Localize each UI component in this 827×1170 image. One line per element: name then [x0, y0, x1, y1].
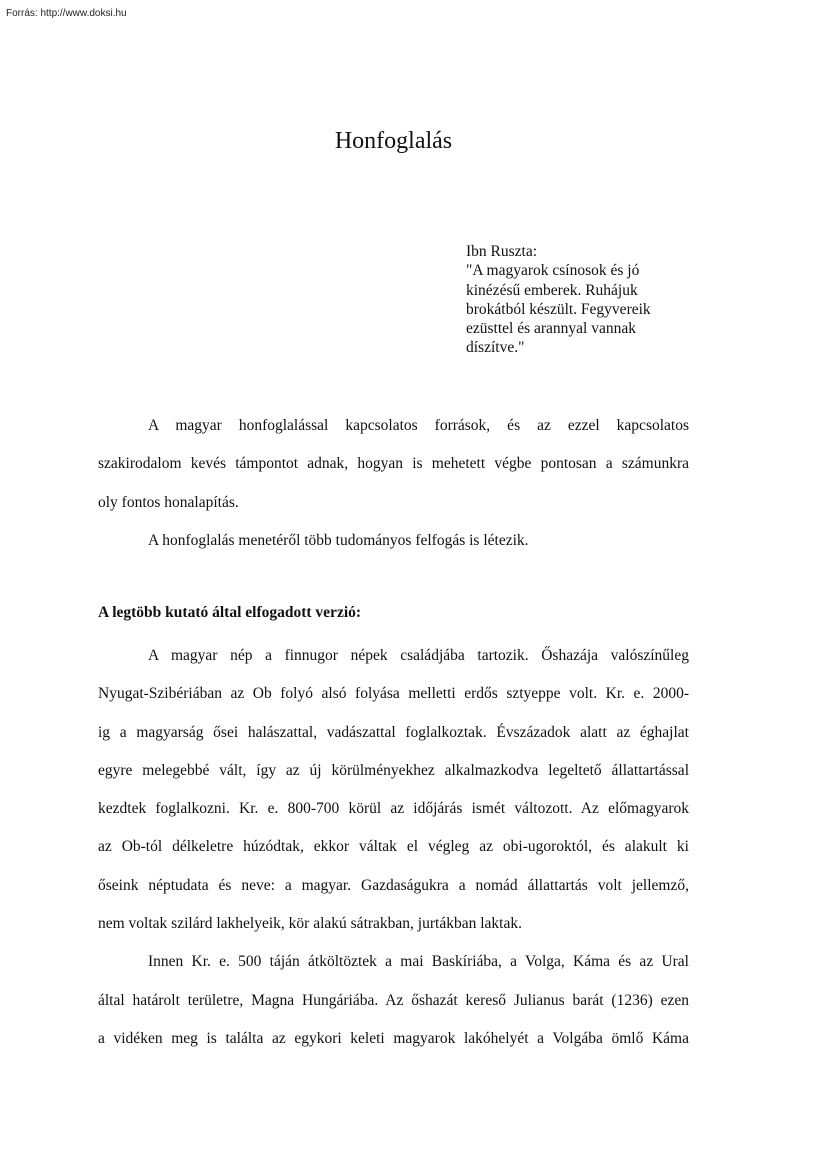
- text-line: Nyugat-Szibériában az Ob folyó alsó folyása melletti erdős sztyeppe volt. Kr. e. 2000-: [98, 685, 689, 703]
- text-line: kezdtek foglalkozni. Kr. e. 800-700 körül az időjárás ismét változott. Az előmagyarok: [98, 800, 689, 818]
- quote-line: "A magyarok csínosok és jó: [466, 262, 640, 280]
- source-link[interactable]: Forrás: http://www.doksi.hu: [6, 8, 127, 19]
- text-line: által határolt területre, Magna Hungáriába. Az őshazát kereső Julianus barát (1236) ezen: [98, 991, 689, 1009]
- quote-line: díszítve.": [466, 339, 525, 357]
- intro-section: [98, 407, 689, 560]
- text-line: A magyar nép a finnugor népek családjába tartozik. Őshazája valószínűleg: [148, 647, 689, 664]
- text-line: Innen Kr. e. 500 táján átköltöztek a mai Baskíriába, a Volga, Káma és az Ural: [148, 953, 689, 971]
- page-title: Honfoglalás: [334, 128, 453, 154]
- intro-paragraph-2: [98, 522, 689, 560]
- text-line: őseink néptudata és neve: a magyar. Gazdaságukra a nomád állattartás volt jellemző,: [98, 876, 689, 894]
- text-line: egyre melegebbé vált, így az új körülményekhez alkalmazkodva legeltető állattartással: [98, 761, 689, 779]
- text-line: A honfoglalás menetéről több tudományos felfogás is létezik.: [148, 531, 529, 549]
- quote-line: Ibn Ruszta:: [466, 243, 538, 260]
- intro-paragraph-1: [98, 407, 689, 522]
- epigraph-quote: [466, 242, 716, 358]
- text-line: ig a magyarság ősei halászattal, vadászattal foglalkoztak. Évszázadok alatt az éghajlat: [98, 723, 689, 741]
- main-paragraph-2: [98, 943, 689, 1058]
- text-line: oly fontos honalapítás.: [98, 493, 239, 511]
- main-paragraph-1: [98, 637, 689, 943]
- quote-line: brokátból készült. Fegyvereik: [466, 300, 651, 318]
- quote-line: ezüsttel és arannyal vannak: [466, 320, 636, 338]
- text-line: A magyar honfoglalással kapcsolatos források, és az ezzel kapcsolatos: [148, 417, 689, 434]
- section-heading: A legtöbb kutató által elfogadott verzió:: [98, 604, 362, 621]
- text-line: nem voltak szilárd lakhelyeik, kör alakú sátrakban, jurtákban laktak.: [98, 915, 522, 933]
- text-line: az Ob-tól délkeletre húzódtak, ekkor váltak el végleg az obi-ugoroktól, és alakult ki: [98, 838, 689, 856]
- quote-line: kinézésű emberek. Ruhájuk: [466, 281, 638, 299]
- text-line: a vidéken meg is találta az egykori keleti magyarok lakóhelyét a Volgába ömlő Káma: [98, 1029, 689, 1047]
- main-section: [98, 637, 689, 1058]
- text-line: szakirodalom kevés támpontot adnak, hogyan is mehetett végbe pontosan a számunkra: [98, 455, 689, 473]
